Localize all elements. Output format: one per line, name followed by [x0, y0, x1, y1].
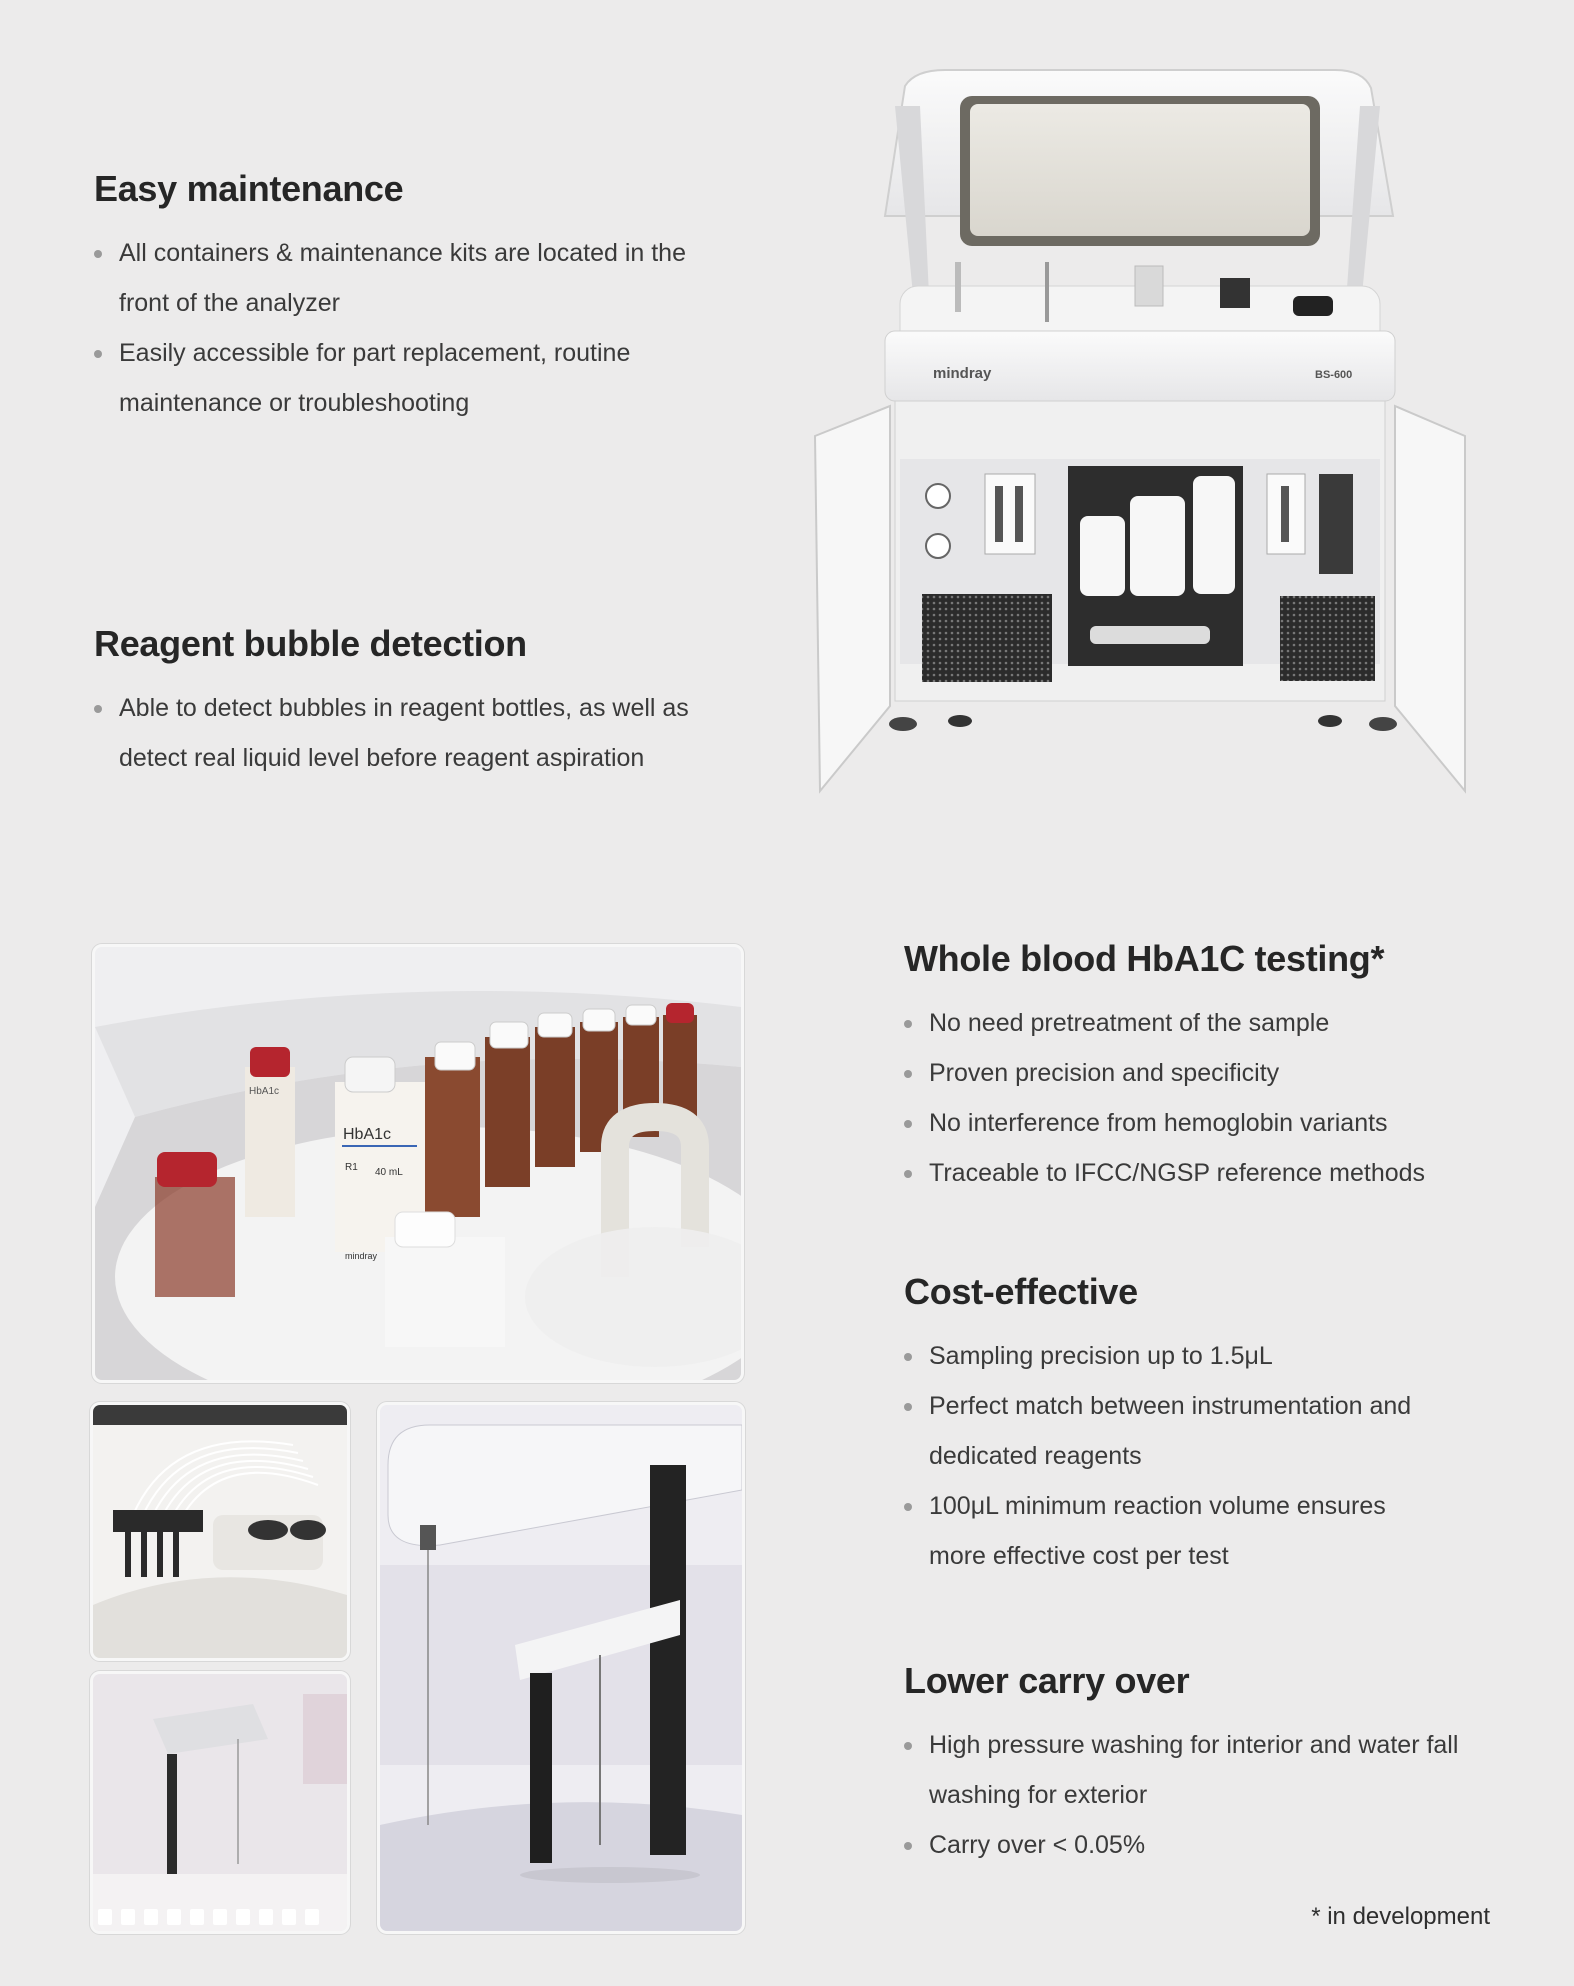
small-bottle-label: HbA1c	[249, 1086, 280, 1097]
bullet-item: High pressure washing for interior and water fall	[904, 1720, 1504, 1770]
bottle-r1: R1	[345, 1162, 358, 1173]
bullet-item: Perfect match between instrumentation and	[904, 1381, 1504, 1431]
reagent-probe-arm-photo	[377, 1402, 745, 1934]
bullet-item: 100μL minimum reaction volume ensures	[904, 1481, 1504, 1531]
bottle-label: HbA1c	[343, 1126, 392, 1143]
bullet-continuation: washing for exterior	[929, 1781, 1148, 1809]
footnote: * in development	[1311, 1903, 1490, 1930]
bullet-continuation: dedicated reagents	[929, 1442, 1142, 1470]
bottle-maker: mindray	[345, 1251, 378, 1261]
bullet-list	[904, 1720, 1504, 1870]
bullet-item: No interference from hemoglobin variants	[904, 1098, 1504, 1148]
bullet-list	[904, 1331, 1504, 1581]
section-reagent-bubble-detection	[94, 623, 734, 783]
bullet-list	[94, 228, 734, 428]
section-lower-carry-over	[904, 1660, 1504, 1870]
analyzer-model: BS-600	[1315, 369, 1353, 381]
bullet-item: Carry over < 0.05%	[904, 1820, 1504, 1870]
probe-washer-photo	[90, 1402, 350, 1661]
reagent-carousel-photo	[92, 944, 744, 1383]
section-title: Easy maintenance	[94, 168, 404, 209]
bullet-item: Traceable to IFCC/NGSP reference methods	[904, 1148, 1504, 1198]
section-title: Whole blood HbA1C testing*	[904, 938, 1385, 979]
section-cost-effective	[904, 1271, 1504, 1581]
section-hba1c-testing	[904, 938, 1504, 1198]
bullet-item: Able to detect bubbles in reagent bottles, as well as	[94, 683, 734, 733]
bullet-item: All containers & maintenance kits are located in the	[94, 228, 734, 278]
bullet-list	[904, 998, 1504, 1198]
section-title: Reagent bubble detection	[94, 623, 527, 664]
bullet-continuation: detect real liquid level before reagent aspiration	[119, 744, 645, 772]
bullet-item: Easily accessible for part replacement, routine	[94, 328, 734, 378]
bullet-list	[94, 683, 734, 783]
bullet-item: No need pretreatment of the sample	[904, 998, 1504, 1048]
analyzer-illustration	[805, 66, 1475, 798]
bullet-item: Proven precision and specificity	[904, 1048, 1504, 1098]
bullet-continuation: front of the analyzer	[119, 289, 340, 317]
analyzer-brand: mindray	[933, 365, 992, 382]
sample-probe-photo	[90, 1671, 350, 1934]
section-title: Cost-effective	[904, 1271, 1138, 1312]
bullet-continuation: more effective cost per test	[929, 1542, 1229, 1570]
bullet-item: Sampling precision up to 1.5μL	[904, 1331, 1504, 1381]
section-easy-maintenance	[94, 168, 734, 428]
bottle-volume: 40 mL	[375, 1167, 403, 1178]
bullet-continuation: maintenance or troubleshooting	[119, 389, 470, 417]
section-title: Lower carry over	[904, 1660, 1190, 1701]
